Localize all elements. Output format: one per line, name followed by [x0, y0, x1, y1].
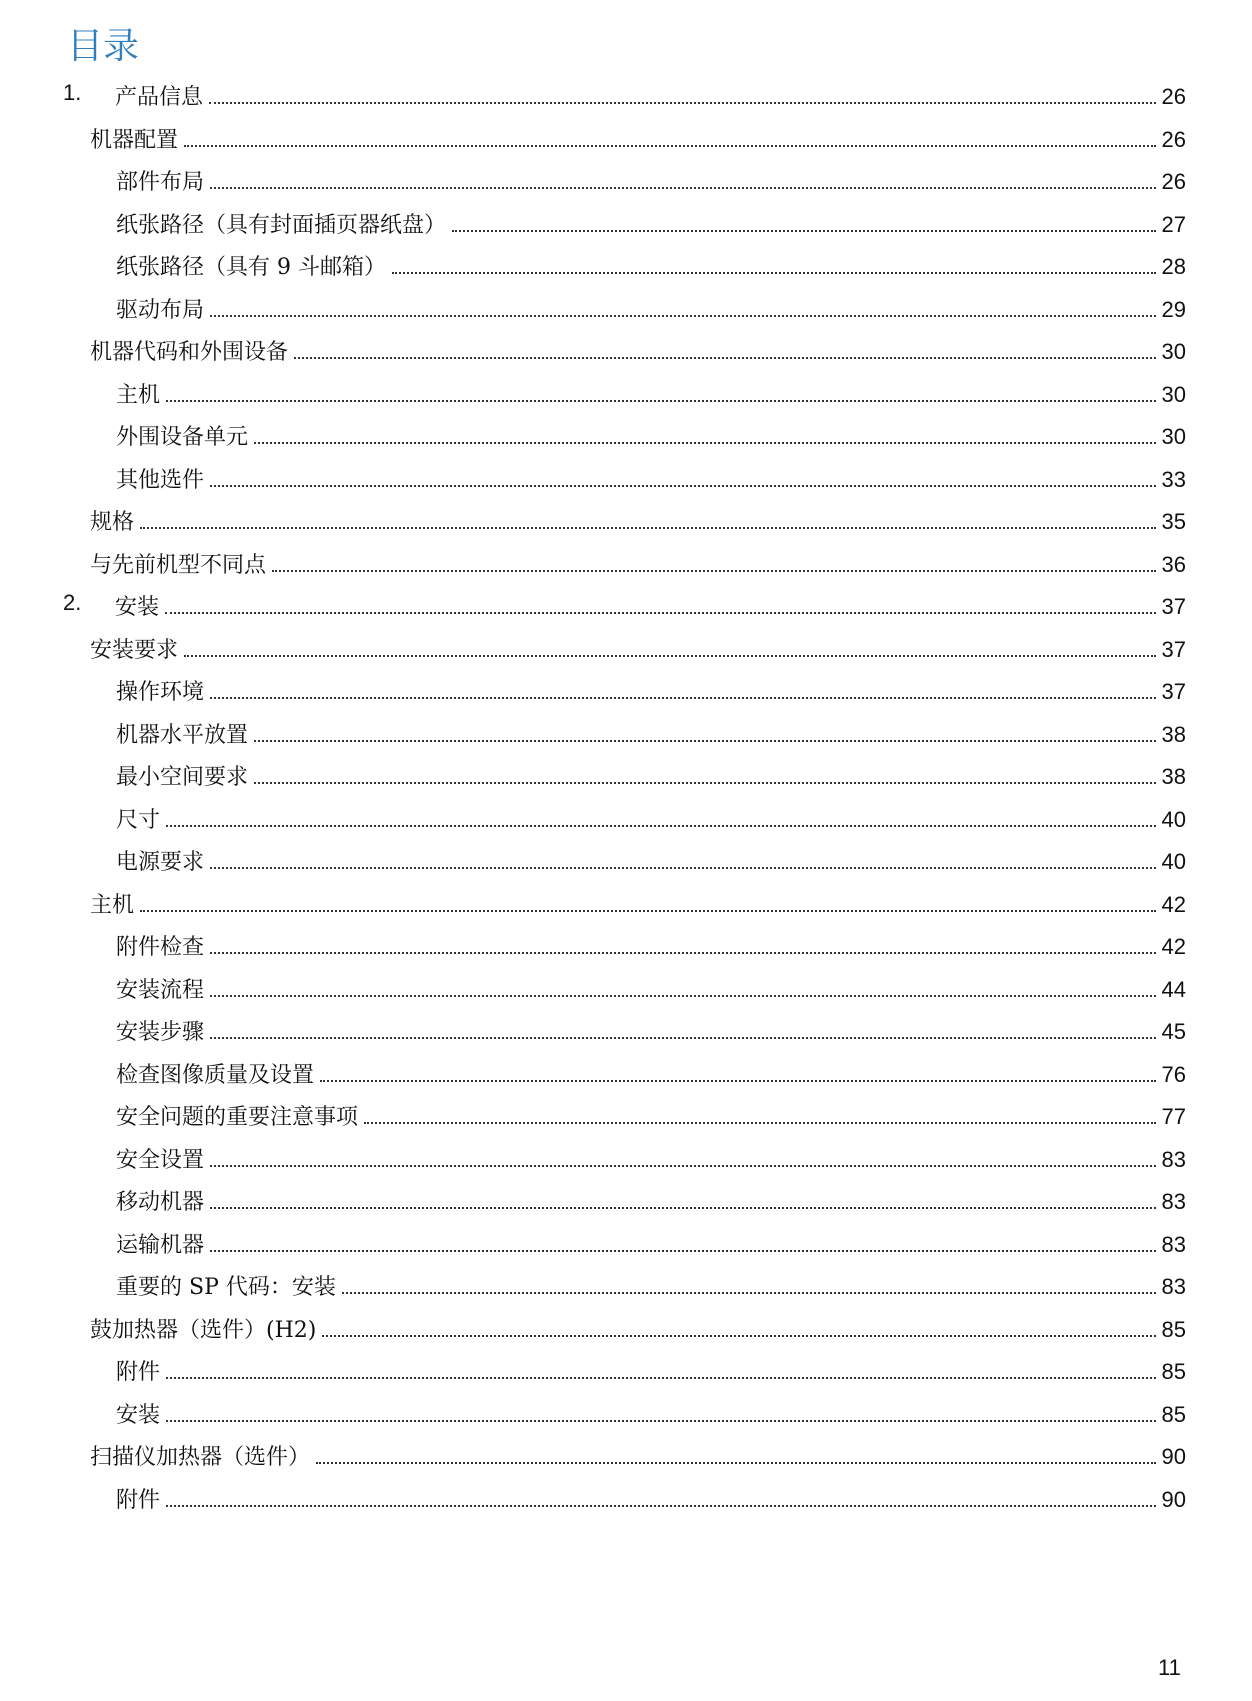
toc-entry-page: 37: [1161, 679, 1186, 704]
dot-leader: [210, 1249, 1156, 1252]
dot-leader: [210, 186, 1156, 189]
toc-entry-label: 附件检查: [116, 935, 205, 960]
toc-entry[interactable]: [0, 293, 1252, 333]
toc-entry-page: 36: [1161, 551, 1186, 577]
dot-leader: [452, 229, 1156, 232]
toc-entry[interactable]: [0, 463, 1252, 503]
toc-entry-page: 45: [1161, 1019, 1186, 1044]
toc-entry-label: 安装流程: [116, 977, 205, 1003]
toc-entry[interactable]: [0, 1058, 1252, 1098]
dot-leader: [209, 101, 1156, 104]
toc-entry[interactable]: [0, 378, 1252, 418]
page-title: 目录: [67, 26, 140, 67]
toc-entry-label: 尺寸: [116, 807, 161, 833]
toc-entry-page: 30: [1161, 381, 1186, 407]
toc-entry-page: 26: [1161, 84, 1186, 109]
dot-leader: [166, 1376, 1156, 1379]
toc-entry[interactable]: [0, 123, 1252, 163]
toc-entry-label: 最小空间要求: [116, 765, 249, 790]
toc-entry-label: 安全问题的重要注意事项: [116, 1105, 359, 1130]
dot-leader: [316, 1461, 1156, 1464]
dot-leader: [210, 696, 1156, 699]
toc-entry-number: 1.: [63, 80, 82, 105]
dot-leader: [165, 611, 1156, 614]
dot-leader: [294, 356, 1156, 359]
toc-entry[interactable]: [0, 675, 1252, 715]
toc-entry-page: 85: [1161, 1359, 1186, 1384]
toc-entry-page: 29: [1161, 296, 1186, 322]
dot-leader: [254, 739, 1156, 742]
toc-entry-page: 35: [1161, 509, 1186, 534]
toc-entry-page: 83: [1161, 1189, 1186, 1214]
toc-entry[interactable]: [0, 80, 1252, 120]
toc-entry[interactable]: [0, 888, 1252, 928]
toc-entry-page: 40: [1161, 806, 1186, 832]
toc-entry-page: 30: [1161, 339, 1186, 364]
dot-leader: [342, 1291, 1156, 1294]
toc-entry-label: 纸张路径（具有 9 斗邮箱）: [116, 255, 386, 280]
toc-entry[interactable]: [0, 1398, 1252, 1438]
dot-leader: [184, 654, 1156, 657]
toc-entry-page: 26: [1161, 126, 1186, 152]
toc-entry[interactable]: [0, 1015, 1252, 1055]
toc-entry[interactable]: [0, 335, 1252, 375]
toc-entry-page: 42: [1161, 934, 1186, 959]
toc-entry[interactable]: [0, 1313, 1252, 1353]
toc-entry-label: 鼓加热器（选件）(H2): [90, 1317, 317, 1343]
dot-leader: [322, 1334, 1156, 1337]
toc-entry-label: 与先前机型不同点: [90, 552, 267, 578]
dot-leader: [254, 441, 1156, 444]
toc-entry[interactable]: [0, 1483, 1252, 1523]
toc-entry-page: 30: [1161, 424, 1186, 449]
toc-entry[interactable]: [0, 1270, 1252, 1310]
toc-entry-page: 28: [1161, 254, 1186, 279]
toc-entry[interactable]: [0, 1440, 1252, 1480]
toc-entry[interactable]: [0, 250, 1252, 290]
toc-entry-label: 附件: [116, 1487, 161, 1513]
dot-leader: [210, 994, 1156, 997]
toc-entry-page: 85: [1161, 1401, 1186, 1427]
toc-entry-label: 外围设备单元: [116, 425, 249, 450]
toc-entry-label: 电源要求: [116, 850, 205, 875]
toc-entry-label: 移动机器: [116, 1190, 205, 1215]
toc-entry-label: 安全设置: [116, 1147, 205, 1173]
toc-entry-page: 44: [1161, 976, 1186, 1002]
dot-leader: [320, 1079, 1156, 1082]
toc-entry-label: 检查图像质量及设置: [116, 1062, 315, 1088]
dot-leader: [166, 399, 1156, 402]
dot-leader: [166, 824, 1156, 827]
toc-entry-page: 90: [1161, 1444, 1186, 1469]
toc-entry[interactable]: [0, 845, 1252, 885]
toc-entry[interactable]: [0, 505, 1252, 545]
toc-entry[interactable]: [0, 973, 1252, 1013]
toc-entry[interactable]: [0, 420, 1252, 460]
toc-entry-label: 安装: [116, 1402, 161, 1428]
dot-leader: [166, 1504, 1156, 1507]
dot-leader: [210, 866, 1156, 869]
toc-entry[interactable]: [0, 1143, 1252, 1183]
dot-leader: [210, 1164, 1156, 1167]
dot-leader: [166, 1419, 1156, 1422]
toc-entry-number: 2.: [63, 590, 82, 615]
toc-entry-label: 重要的 SP 代码：安装: [116, 1275, 336, 1300]
toc-entry[interactable]: [0, 590, 1252, 630]
toc-entry-label: 纸张路径（具有封面插页器纸盘）: [116, 212, 447, 238]
toc-entry[interactable]: [0, 718, 1252, 758]
toc-entry-page: 40: [1161, 849, 1186, 874]
toc-entry-page: 26: [1161, 169, 1186, 194]
toc-entry-label: 运输机器: [116, 1232, 205, 1258]
toc-entry-page: 37: [1161, 636, 1186, 662]
toc-entry-page: 83: [1161, 1274, 1186, 1299]
toc-entry-label: 机器水平放置: [116, 722, 249, 748]
toc-entry-label: 附件: [116, 1360, 161, 1385]
toc-entry[interactable]: [0, 633, 1252, 673]
dot-leader: [140, 526, 1156, 529]
toc-entry-page: 83: [1161, 1146, 1186, 1172]
dot-leader: [210, 951, 1156, 954]
toc-entry-label: 扫描仪加热器（选件）: [90, 1445, 311, 1470]
dot-leader: [392, 271, 1156, 274]
toc-entry[interactable]: [0, 548, 1252, 588]
dot-leader: [364, 1121, 1156, 1124]
dot-leader: [210, 1036, 1156, 1039]
toc-entry-page: 76: [1161, 1061, 1186, 1087]
dot-leader: [272, 569, 1156, 572]
toc-entry-label: 安装要求: [90, 637, 179, 663]
toc-entry-label: 其他选件: [116, 467, 205, 493]
toc-entry-page: 42: [1161, 891, 1186, 917]
toc-entry-label: 主机: [116, 382, 161, 408]
dot-leader: [254, 781, 1156, 784]
toc-entry[interactable]: [0, 1185, 1252, 1225]
toc-entry[interactable]: [0, 930, 1252, 970]
toc-entry-page: 77: [1161, 1104, 1186, 1129]
page-number: 11: [1158, 1655, 1181, 1680]
toc-entry-label: 规格: [90, 510, 135, 535]
toc-entry[interactable]: [0, 208, 1252, 248]
dot-leader: [210, 484, 1156, 487]
toc-entry[interactable]: [0, 760, 1252, 800]
toc-entry-label: 安装: [115, 595, 160, 620]
toc-entry-page: 85: [1161, 1316, 1186, 1342]
toc-entry[interactable]: [0, 803, 1252, 843]
toc-entry-label: 部件布局: [116, 170, 205, 195]
toc-entry[interactable]: [0, 1100, 1252, 1140]
toc-entry[interactable]: [0, 1228, 1252, 1268]
toc-entry-page: 37: [1161, 594, 1186, 619]
toc-entry-label: 驱动布局: [116, 297, 205, 323]
toc-entry-label: 机器配置: [90, 127, 179, 153]
toc-entry[interactable]: [0, 1355, 1252, 1395]
toc-entry-page: 27: [1161, 211, 1186, 237]
toc-entry-page: 90: [1161, 1486, 1186, 1512]
toc-entry-label: 主机: [90, 892, 135, 918]
toc-entry-page: 38: [1161, 721, 1186, 747]
toc-entry-label: 操作环境: [116, 680, 205, 705]
toc-entry-page: 83: [1161, 1231, 1186, 1257]
toc-entry[interactable]: [0, 165, 1252, 205]
dot-leader: [210, 314, 1156, 317]
dot-leader: [184, 144, 1156, 147]
toc-entry-label: 机器代码和外围设备: [90, 340, 289, 365]
toc-entry-page: 33: [1161, 466, 1186, 492]
toc-entry-label: 产品信息: [115, 85, 204, 110]
dot-leader: [140, 909, 1156, 912]
dot-leader: [210, 1206, 1156, 1209]
toc-entry-label: 安装步骤: [116, 1020, 205, 1045]
toc-entry-page: 38: [1161, 764, 1186, 789]
